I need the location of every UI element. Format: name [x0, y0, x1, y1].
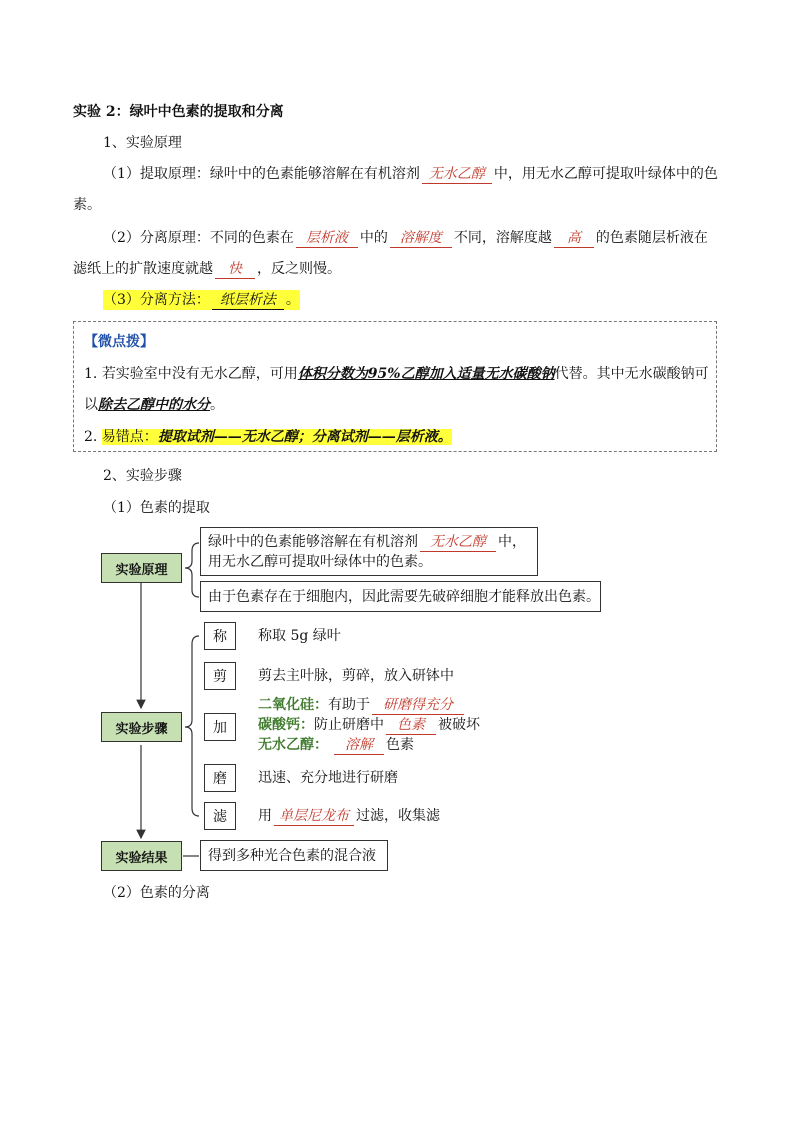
answer-blank: 研磨得充分	[372, 697, 464, 715]
step-grind-text: 迅速、充分地进行研磨	[258, 770, 398, 786]
answer-blank: 溶解	[334, 737, 384, 755]
step-cut-text: 剪去主叶脉，剪碎，放入研钵中	[258, 668, 454, 684]
answer-blank: 单层尼龙布	[274, 808, 354, 826]
principle-brace	[185, 543, 199, 597]
step-weigh-box: 称	[204, 622, 236, 650]
principle-label: 实验原理	[101, 553, 182, 583]
tip-emphasis: 除去乙醇中的水分	[98, 397, 210, 413]
separation-principle: （2）分离原理：不同的色素在 层析液 中的 溶解度 不同，溶解度越 高 的色素随层析液在	[103, 230, 708, 246]
steps-label: 实验步骤	[101, 712, 182, 742]
separation-method: （3）分离方法： 纸层析法 。	[103, 292, 300, 308]
extraction-principle-wrap: 素。	[73, 197, 101, 213]
principle-box-1-line-2: 用无水乙醇可提取叶绿体中的色素。	[208, 554, 432, 570]
tip-item-1: 1. 若实验室中没有无水乙醇，可用体积分数为95%乙醇加入适量无水碳酸钠代替。其中无水碳酸钠可	[84, 366, 709, 382]
result-text: 得到多种光合色素的混合液	[208, 848, 376, 864]
answer-blank: 溶解度	[390, 230, 452, 248]
heading-label: 实验 2：	[73, 104, 130, 120]
step-add-silica: 二氧化硅：有助于 研磨得充分	[258, 695, 466, 715]
separation-title: （2）色素的分离	[103, 885, 210, 901]
step-weigh-text: 称取 5g 绿叶	[258, 628, 341, 644]
step-add-box: 加	[204, 713, 236, 741]
tip-item-2: 2. 易错点：提取试剂——无水乙醇；分离试剂——层析液。	[84, 429, 452, 445]
step-cut-box: 剪	[204, 662, 236, 690]
heading-title: 绿叶中色素的提取和分离	[129, 104, 284, 120]
answer-blank: 色素	[386, 717, 436, 735]
step-add-ethanol: 无水乙醇： 溶解 色素	[258, 737, 414, 753]
answer-blank: 层析液	[296, 230, 358, 248]
principle-box-1-line-1: 绿叶中的色素能够溶解在有机溶剂 无水乙醇 中，	[208, 534, 526, 550]
answer-blank: 快	[215, 261, 255, 279]
tip-emphasis: 体积分数为95%乙醇加入适量无水碳酸钠	[297, 366, 555, 382]
step-filter-text: 用 单层尼龙布 过滤，收集滤	[258, 808, 440, 824]
separation-principle-wrap: 滤纸上的扩散速度就越 快 ，反之则慢。	[73, 261, 341, 277]
steps-brace	[185, 636, 199, 816]
step-grind-box: 磨	[204, 764, 236, 792]
tip-title: 【微点拨】	[84, 334, 154, 350]
step-add-caco3: 碳酸钙：防止研磨中 色素 被破坏	[258, 717, 480, 733]
extraction-principle: （1）提取原理：绿叶中的色素能够溶解在有机溶剂 无水乙醇 中，用无水乙醇可提取叶绿体中的色	[103, 166, 718, 182]
answer-blank: 无水乙醇	[422, 166, 492, 184]
step-filter-box: 滤	[204, 802, 236, 830]
answer-blank: 纸层析法	[212, 292, 284, 310]
result-label: 实验结果	[101, 841, 182, 871]
answer-blank: 高	[554, 230, 594, 248]
answer-blank: 无水乙醇	[420, 534, 496, 552]
principle-title: 1、实验原理	[103, 135, 182, 151]
principle-box-2-text: 由于色素存在于细胞内，因此需要先破碎细胞才能释放出色素。	[208, 589, 600, 605]
extraction-title: （1）色素的提取	[103, 500, 210, 516]
steps-title: 2、实验步骤	[103, 468, 182, 484]
tip-item-1-wrap: 以除去乙醇中的水分。	[84, 397, 224, 413]
